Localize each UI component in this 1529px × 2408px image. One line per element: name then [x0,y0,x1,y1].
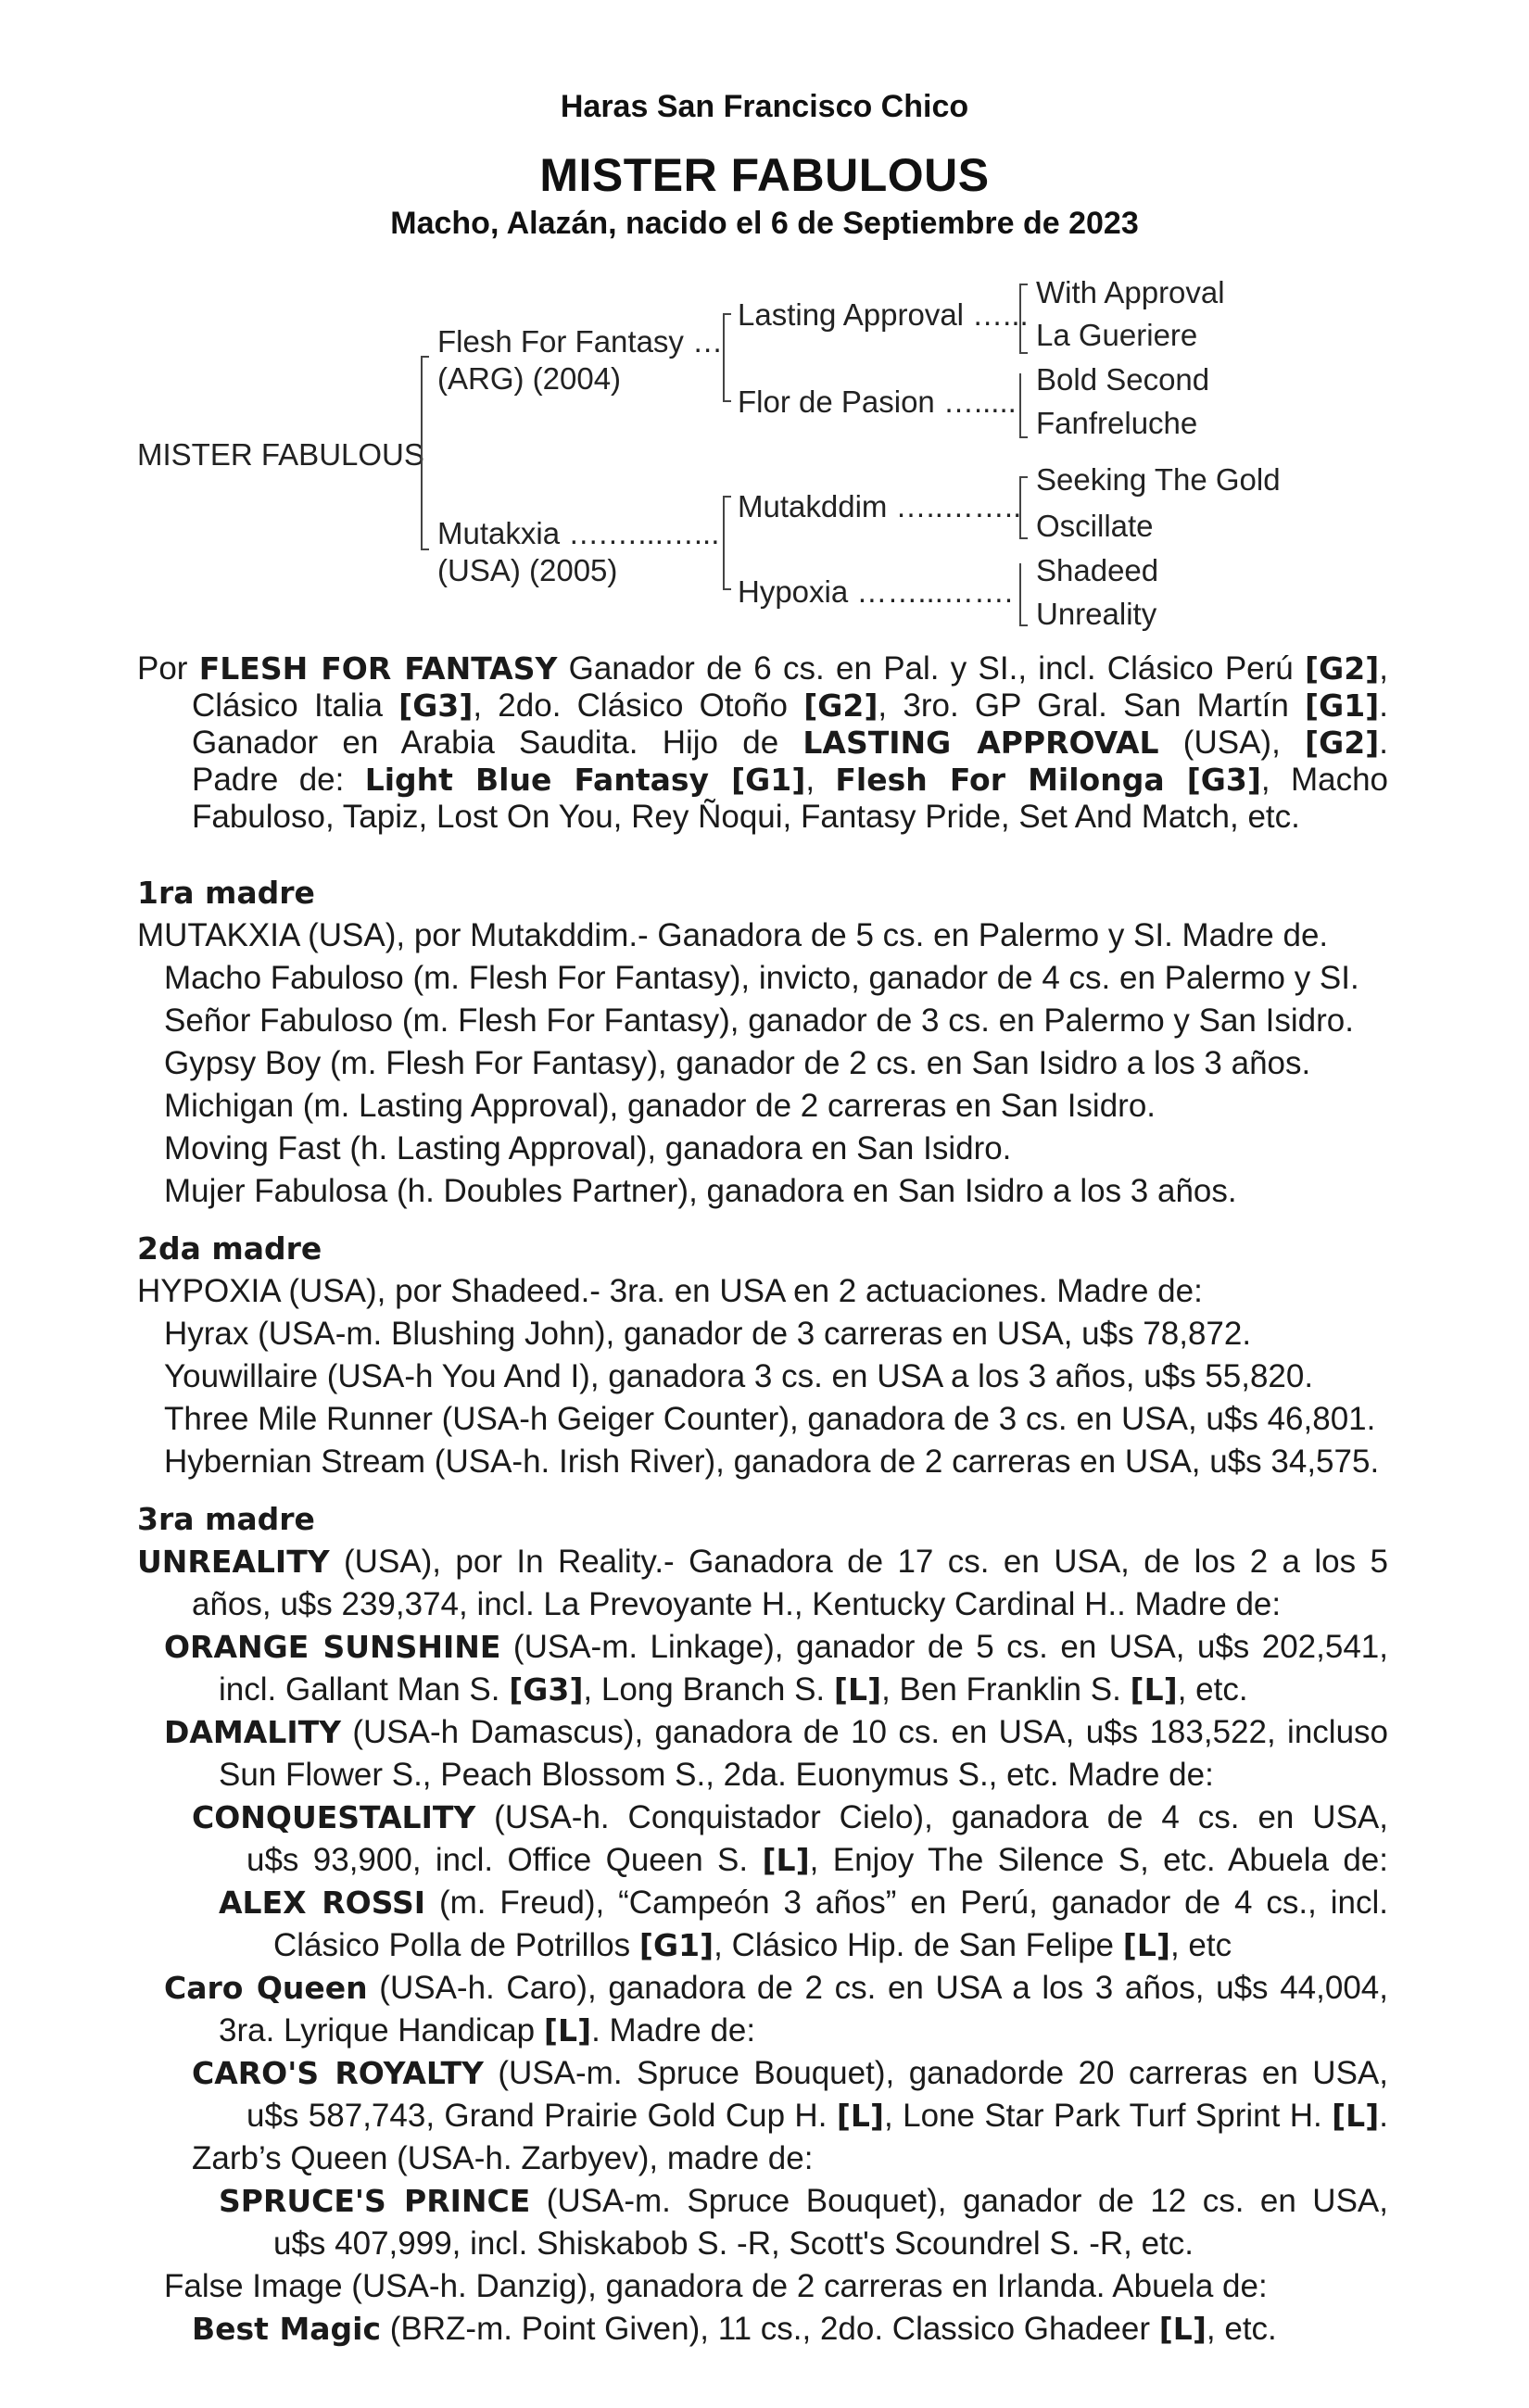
produce-line: Mujer Fabulosa (h. Doubles Partner), ganadora en San Isidro a los 3 años. [164,1173,1237,1209]
produce-line: Señor Fabuloso (m. Flesh For Fantasy), ganador de 3 cs. en Palermo y San Isidro. [164,1002,1354,1039]
pedigree-tick [723,313,731,315]
produce-line: Youwillaire (USA-h You And I), ganadora 3 cs. en USA a los 3 años, u$s 55,820. [164,1358,1314,1394]
pedigree-tick [1019,352,1028,354]
pedigree-sire-origin: (ARG) (2004) [437,361,622,396]
produce-line: Three Mile Runner (USA-h Geiger Counter), ganadora de 3 cs. en USA, u$s 46,801. [164,1401,1376,1437]
text-line: CONQUESTALITY (USA-h. Conquistador Cielo), ganadora de 4 cs. en USA, [192,1799,1388,1835]
pedigree-g3-name: Fanfreluche [1036,406,1198,440]
text-line: u$s 587,743, Grand Prairie Gold Cup H. [L], Lone Star Park Turf Sprint H. [L]. [246,2098,1388,2134]
pedigree-sire: Flesh For Fantasy … [437,324,724,359]
text-line: False Image (USA-h. Danzig), ganadora de 2 carreras en Irlanda. Abuela de: [164,2268,1268,2304]
pedigree-tick [1019,476,1028,478]
produce-line: Hyrax (USA-m. Blushing John), ganador de 3 carreras en USA, u$s 78,872. [164,1316,1252,1352]
horse-title: MISTER FABULOUS [539,149,990,201]
text-line: Padre de: Light Blue Fantasy [G1], Flesh For Milonga [G3], Macho [192,762,1389,798]
text-line: UNREALITY (USA), por In Reality.- Ganadora de 17 cs. en USA, de los 2 a los 5 [137,1544,1388,1580]
text-line: incl. Gallant Man S. [G3], Long Branch S. [L], Ben Franklin S. [L], etc. [219,1671,1248,1708]
text-line: u$s 407,999, incl. Shiskabob S. -R, Scott's Scoundrel S. -R, etc. [273,2225,1194,2262]
horse-subtitle: Macho, Alazán, nacido el 6 de Septiembre de 2023 [390,206,1139,241]
pedigree-sire-sire: Lasting Approval …... [738,297,1029,332]
text-line: Clásico Italia [G3], 2do. Clásico Otoño [G2], 3ro. GP Gral. San Martín [G1]. [192,687,1388,724]
text-line: Por FLESH FOR FANTASY Ganador de 6 cs. en Pal. y SI., incl. Clásico Perú [G2], [137,650,1388,687]
pedigree-tick [421,356,429,358]
pedigree-g3-name: Bold Second [1036,362,1210,397]
text-line: años, u$s 239,374, incl. La Prevoyante H., Kentucky Cardinal H.. Madre de: [192,1586,1282,1622]
pedigree-tick [723,400,731,402]
section-heading: 1ra madre [137,875,315,911]
text-line: Caro Queen (USA-h. Caro), ganadora de 2 cs. en USA a los 3 años, u$s 44,004, [164,1970,1388,2006]
text-line: Zarb’s Queen (USA-h. Zarbyev), madre de: [192,2140,814,2176]
pedigree-tick [1019,624,1028,626]
pedigree-g3-name: Unreality [1036,597,1157,631]
pedigree-g3-name: Oscillate [1036,509,1154,543]
section-heading: 3ra madre [137,1501,315,1537]
farm-name: Haras San Francisco Chico [560,89,969,124]
dam-intro: HYPOXIA (USA), por Shadeed.- 3ra. en USA en 2 actuaciones. Madre de: [137,1273,1203,1309]
dam-intro: MUTAKXIA (USA), por Mutakddim.- Ganadora de 5 cs. en Palermo y SI. Madre de. [137,917,1329,953]
text-line: Sun Flower S., Peach Blossom S., 2da. Euonymus S., etc. Madre de: [219,1757,1214,1793]
pedigree-bracket [1019,284,1021,354]
text-line: 3ra. Lyrique Handicap [L]. Madre de: [219,2012,756,2049]
text-line: SPRUCE'S PRINCE (USA-m. Spruce Bouquet), ganador de 12 cs. en USA, [219,2183,1388,2219]
produce-line: Gypsy Boy (m. Flesh For Fantasy), ganador de 2 cs. en San Isidro a los 3 años. [164,1045,1311,1081]
text-line: DAMALITY (USA-h Damascus), ganadora de 10 cs. en USA, u$s 183,522, incluso [164,1714,1388,1750]
pedigree-bracket [1019,373,1021,438]
pedigree-dam: Mutakxia ….…...…... [437,516,720,550]
pedigree-dam-dam: Hypoxia ……...……. [738,574,1014,609]
text-line: Best Magic (BRZ-m. Point Given), 11 cs., 2do. Classico Ghadeer [L], etc. [192,2311,1277,2347]
pedigree-bracket [723,496,725,590]
pedigree-tick [723,496,731,498]
pedigree-bracket [421,356,423,550]
pedigree-tick [1019,436,1028,438]
pedigree-bracket [1019,563,1021,626]
text-line: Fabuloso, Tapiz, Lost On You, Rey Ñoqui, Fantasy Pride, Set And Match, etc. [192,799,1300,835]
section-heading: 2da madre [137,1230,322,1267]
text-line: Ganador en Arabia Saudita. Hijo de LASTING APPROVAL (USA), [G2]. [192,725,1388,761]
produce-line: Michigan (m. Lasting Approval), ganador de 2 carreras en San Isidro. [164,1088,1156,1124]
text-line: ORANGE SUNSHINE (USA-m. Linkage), ganador de 5 cs. en USA, u$s 202,541, [164,1629,1388,1665]
pedigree-sire-dam: Flor de Pasion …..... [738,385,1017,419]
pedigree-g3-name: With Approval [1036,275,1225,309]
pedigree-tick [723,588,731,590]
pedigree-bracket [1019,476,1021,539]
text-line: Clásico Polla de Potrillos [G1], Clásico Hip. de San Felipe [L], etc [273,1927,1232,1963]
pedigree-g3-name: Seeking The Gold [1036,462,1281,497]
pedigree-g3-name: La Gueriere [1036,318,1198,352]
text-line: CARO'S ROYALTY (USA-m. Spruce Bouquet), ganadorde 20 carreras en USA, [192,2055,1388,2091]
text-line: u$s 93,900, incl. Office Queen S. [L], Enjoy The Silence S, etc. Abuela de: [246,1842,1388,1878]
pedigree-tick [1019,284,1028,285]
pedigree-dam-origin: (USA) (2005) [437,553,618,587]
pedigree-dam-sire: Mutakddim …..…….. [738,489,1022,523]
produce-line: Macho Fabuloso (m. Flesh For Fantasy), invicto, ganador de 4 cs. en Palermo y SI. [164,960,1359,996]
pedigree-subject: MISTER FABULOUS [137,437,424,472]
pedigree-bracket [723,313,725,402]
pedigree-g3-name: Shadeed [1036,553,1159,587]
produce-line: Hybernian Stream (USA-h. Irish River), ganadora de 2 carreras en USA, u$s 34,575. [164,1444,1380,1480]
pedigree-tick [421,548,429,550]
produce-line: Moving Fast (h. Lasting Approval), ganadora en San Isidro. [164,1130,1012,1166]
pedigree-tick [1019,537,1028,539]
text-line: ALEX ROSSI (m. Freud), “Campeón 3 años” en Perú, ganador de 4 cs., incl. [219,1885,1388,1921]
